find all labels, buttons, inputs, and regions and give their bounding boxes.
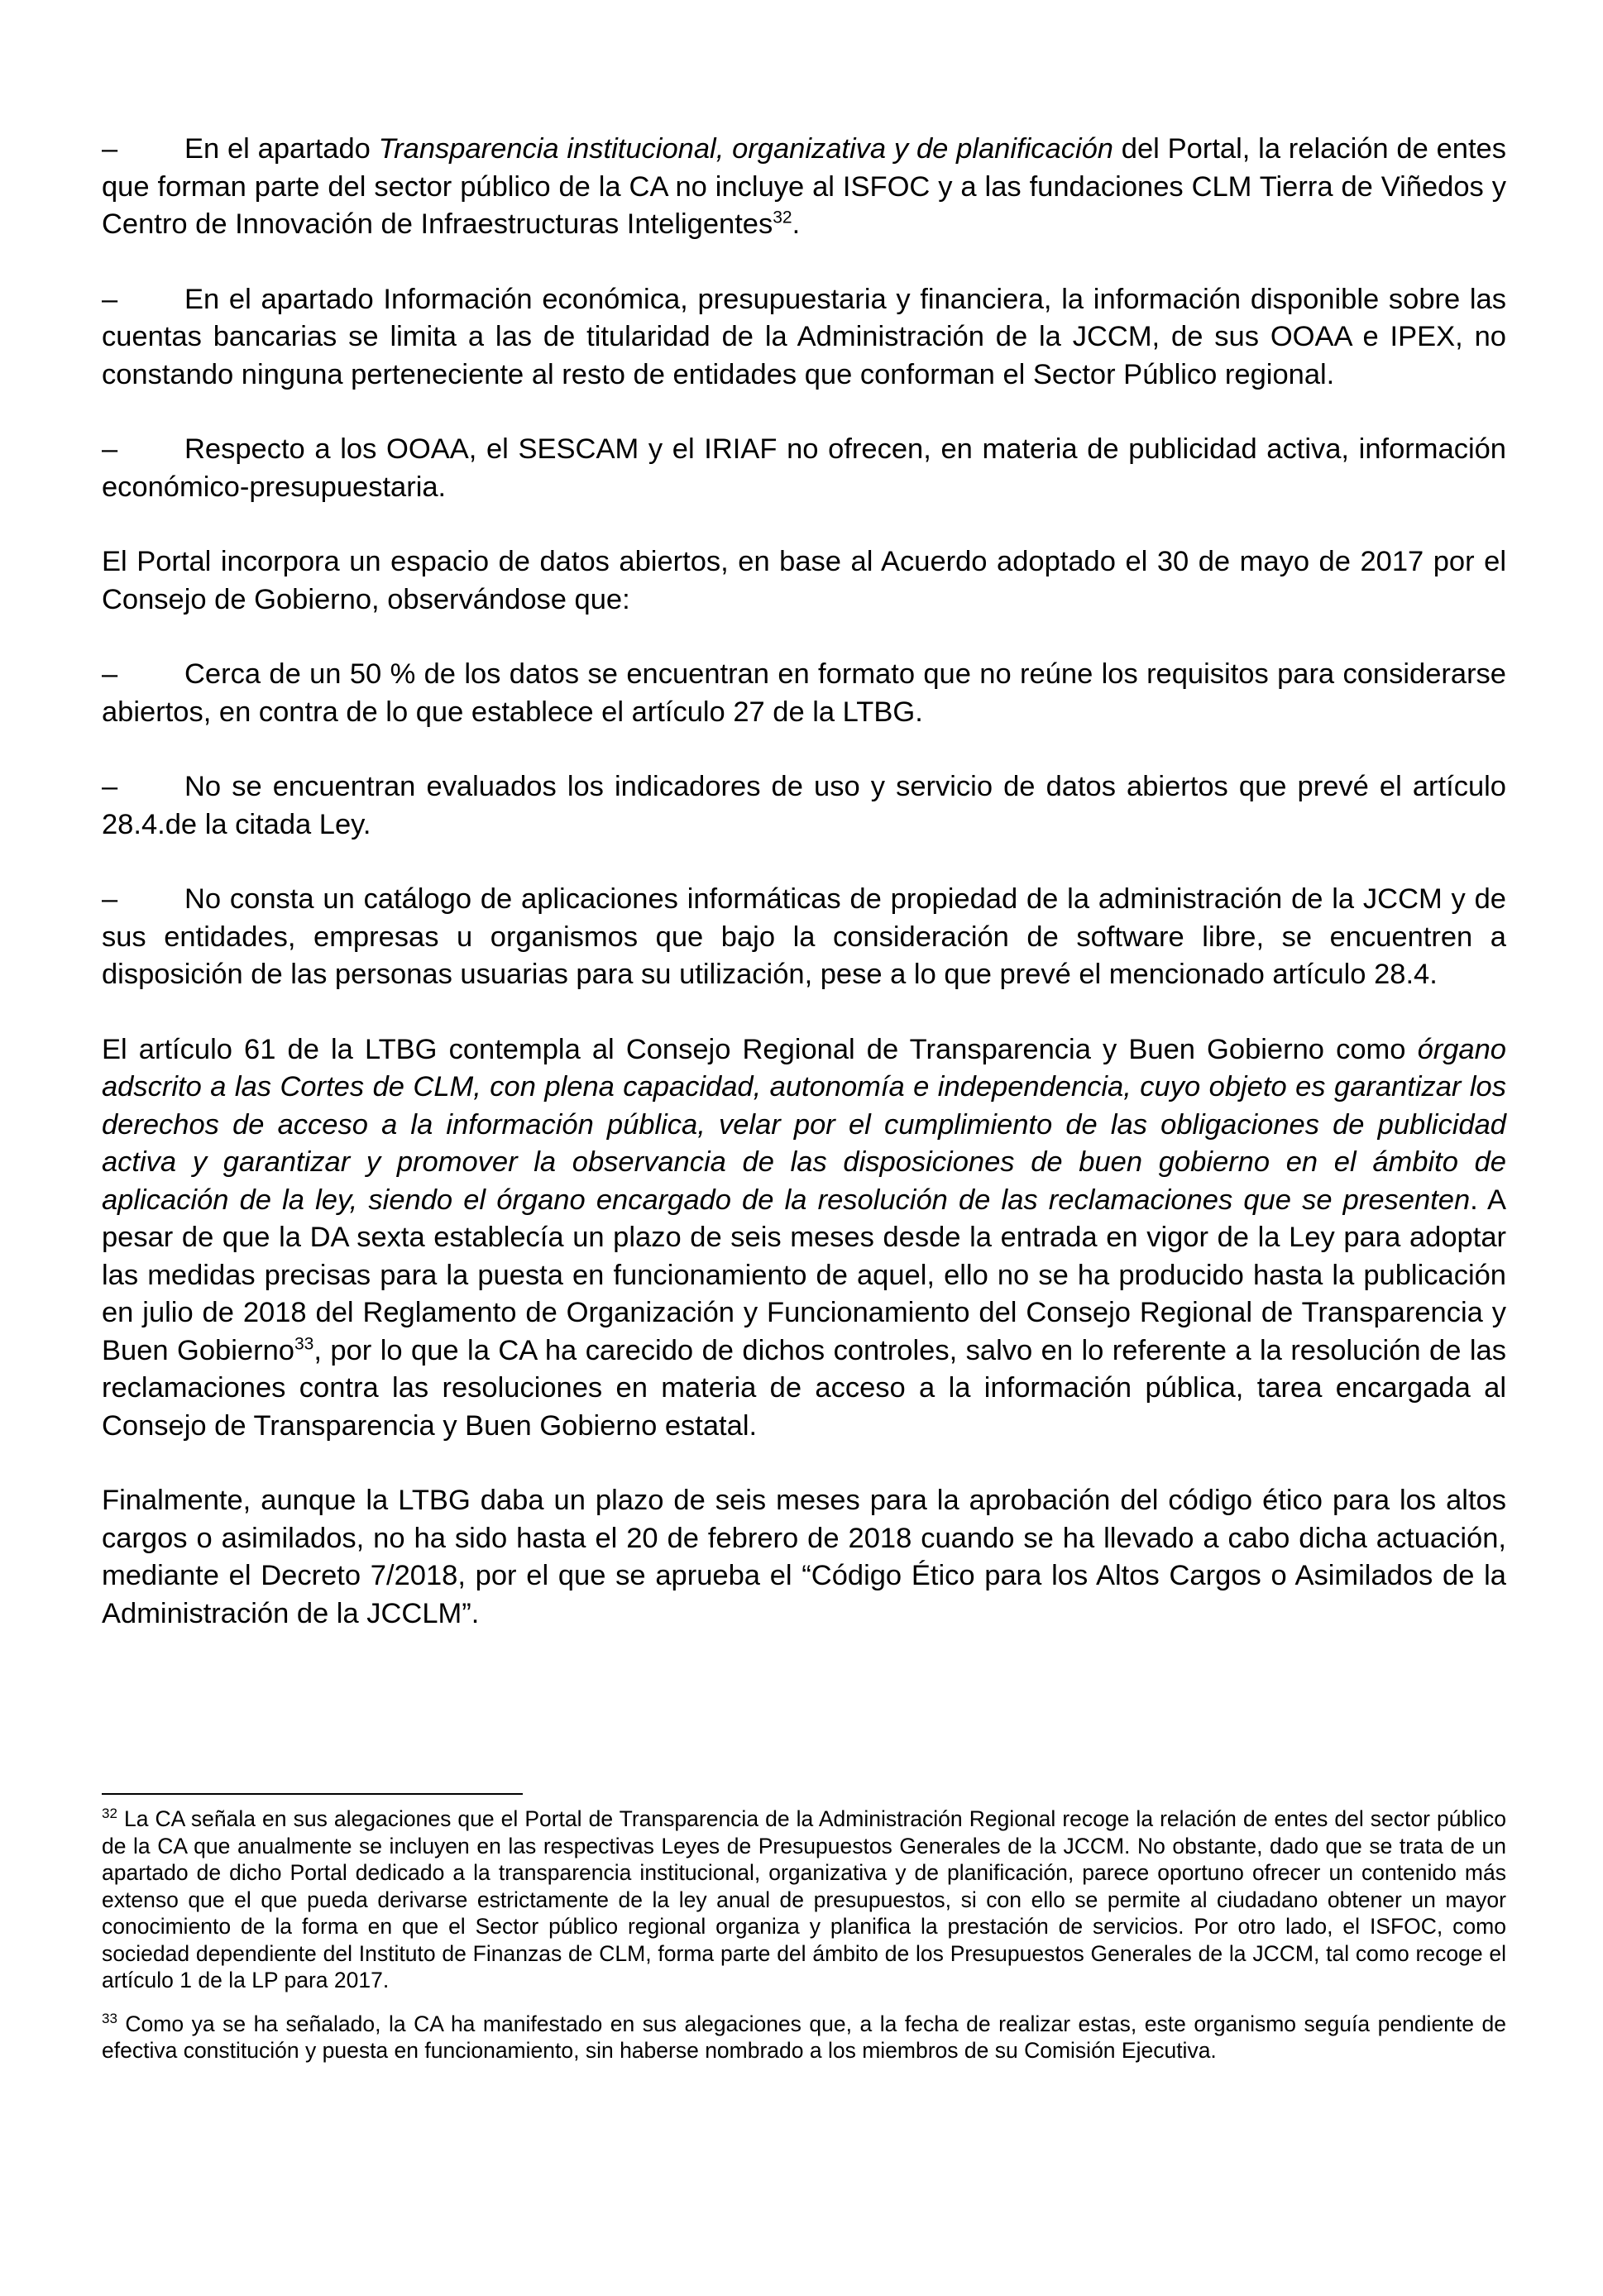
dash-bullet: – <box>102 883 118 915</box>
footnote-33: $^{33}$ Como ya se ha señalado, la CA ha manifestado en sus alegaciones que, a la fecha de realizar estas, este organismo seguía pendiente de efectiva constitución y puesta en funcionamiento, sin haberse nombrado a los miembros de su Comisión Ejecutiva. <box>102 2010 1506 2063</box>
paragraph-open-data: El Portal incorpora un espacio de datos abiertos, en base al Acuerdo adoptado el 30 de mayo de 2017 por el Consejo de Gobierno, observándose que: <box>102 546 1506 615</box>
body-text <box>102 131 1506 1670</box>
bullet-paragraph: – Respecto a los OOAA, el SESCAM y el IRIAF no ofrecen, en materia de publicidad activa, información económico-presupuestaria. <box>102 431 1506 506</box>
bullet-paragraph: – No consta un catálogo de aplicaciones informáticas de propiedad de la administración de la JCCM y de sus entidades, empresas u organismos que bajo la consideración de software libre, se encuentren a disposición de las personas usuarias para su utilización, pese a lo que prevé el mencionado artículo 28.4. <box>102 881 1506 994</box>
footnote-number: 32 <box>102 1806 117 1822</box>
footnote-number: 33 <box>102 2010 117 2026</box>
bullet-paragraph: – En el apartado Transparencia institucional, organizativa y de planificación del Portal, la relación de entes que forman parte del sector público de la CA no incluye al ISFOC y a las fundaciones CLM Tierra de Viñedos y Centro de Innovación de Infraestructuras Inteligentes$^{32}$. <box>102 131 1506 244</box>
paragraph-article-61: El artículo 61 de la LTBG contempla al Consejo Regional de Transparencia y Buen Gobierno como órgano adscrito a las Cortes de CLM, con plena capacidad, autonomía e independencia, cuyo objeto es garantizar los derechos de acceso a la información pública, velar por el cumplimiento de las obligaciones de publicidad activa y garantizar y promover la observancia de las disposiciones de buen gobierno en el ámbito de aplicación de la ley, siendo el órgano encargado de la resolución de las reclamaciones que se presenten. A pesar de que la DA sexta establecía un plazo de seis meses desde la entrada en vigor de la Ley para adoptar las medidas precisas para la puesta en funcionamiento de aquel, ello no se ha producido hasta la publicación en julio de 2018 del Reglamento de Organización y Funcionamiento del Consejo Regional de Transparencia y Buen Gobierno$^{33}$, por lo que la CA ha carecido de dichos controles, salvo en lo referente a la resolución de las reclamaciones contra las resoluciones en materia de acceso a la información pública, tarea encargada al Consejo de Transparencia y Buen Gobierno estatal. <box>102 1033 1506 1442</box>
dash-bullet: – <box>102 658 118 690</box>
paragraph-final: Finalmente, aunque la LTBG daba un plazo de seis meses para la aprobación del código ético para los altos cargos o asimilados, no ha sido hasta el 20 de febrero de 2018 cuando se ha llevado a cabo dicha actuación, mediante el Decreto 7/2018, por el que se aprueba el “Código Ético para los Altos Cargos o Asimilados de la Administración de la JCCLM”. <box>102 1485 1506 1629</box>
footnote-32: $^{32}$ La CA señala en sus alegaciones que el Portal de Transparencia de la Administración Regional recoge la relación de entes del sector público de la CA que anualmente se incluyen en las respectivas Leyes de Presupuestos Generales de la JCCM. No obstante, dado que se trata de un apartado de dicho Portal dedicado a la transparencia institucional, organizativa y de planificación, parece oportuno ofrecer un contenido más extenso que el que pueda derivarse estrictamente de la ley anual de presupuestos, si con ello se permite al ciudadano obtener un mayor conocimiento de la forma en que el Sector público regional organiza y planifica la prestación de servicios. Por otro lado, el ISFOC, como sociedad dependiente del Instituto de Finanzas de CLM, forma parte del ámbito de los Presupuestos Generales de la JCCM, tal como recoge el artículo 1 de la LP para 2017. <box>102 1806 1506 1992</box>
dash-bullet: – <box>102 433 118 465</box>
footnotes <box>102 1806 1506 2081</box>
footnote-ref-33[interactable]: 33 <box>294 1334 314 1353</box>
dash-bullet: – <box>102 771 118 802</box>
bullet-paragraph: – Cerca de un 50 % de los datos se encuentran en formato que no reúne los requisitos para considerarse abiertos, en contra de lo que establece el artículo 27 de la LTBG. <box>102 656 1506 731</box>
dash-bullet: – <box>102 283 118 315</box>
bullet-paragraph: – En el apartado Información económica, presupuestaria y financiera, la información disponible sobre las cuentas bancarias se limita a las de titularidad de la Administración de la JCCM, de sus OOAA e IPEX, no constando ninguna perteneciente al resto de entidades que conforman el Sector Público regional. <box>102 281 1506 395</box>
footnote-ref-32[interactable]: 32 <box>773 208 792 227</box>
footnote-separator <box>102 1793 523 1795</box>
bullet-paragraph: – No se encuentran evaluados los indicadores de uso y servicio de datos abiertos que prevé el artículo 28.4.de la citada Ley. <box>102 768 1506 844</box>
dash-bullet: – <box>102 133 118 165</box>
